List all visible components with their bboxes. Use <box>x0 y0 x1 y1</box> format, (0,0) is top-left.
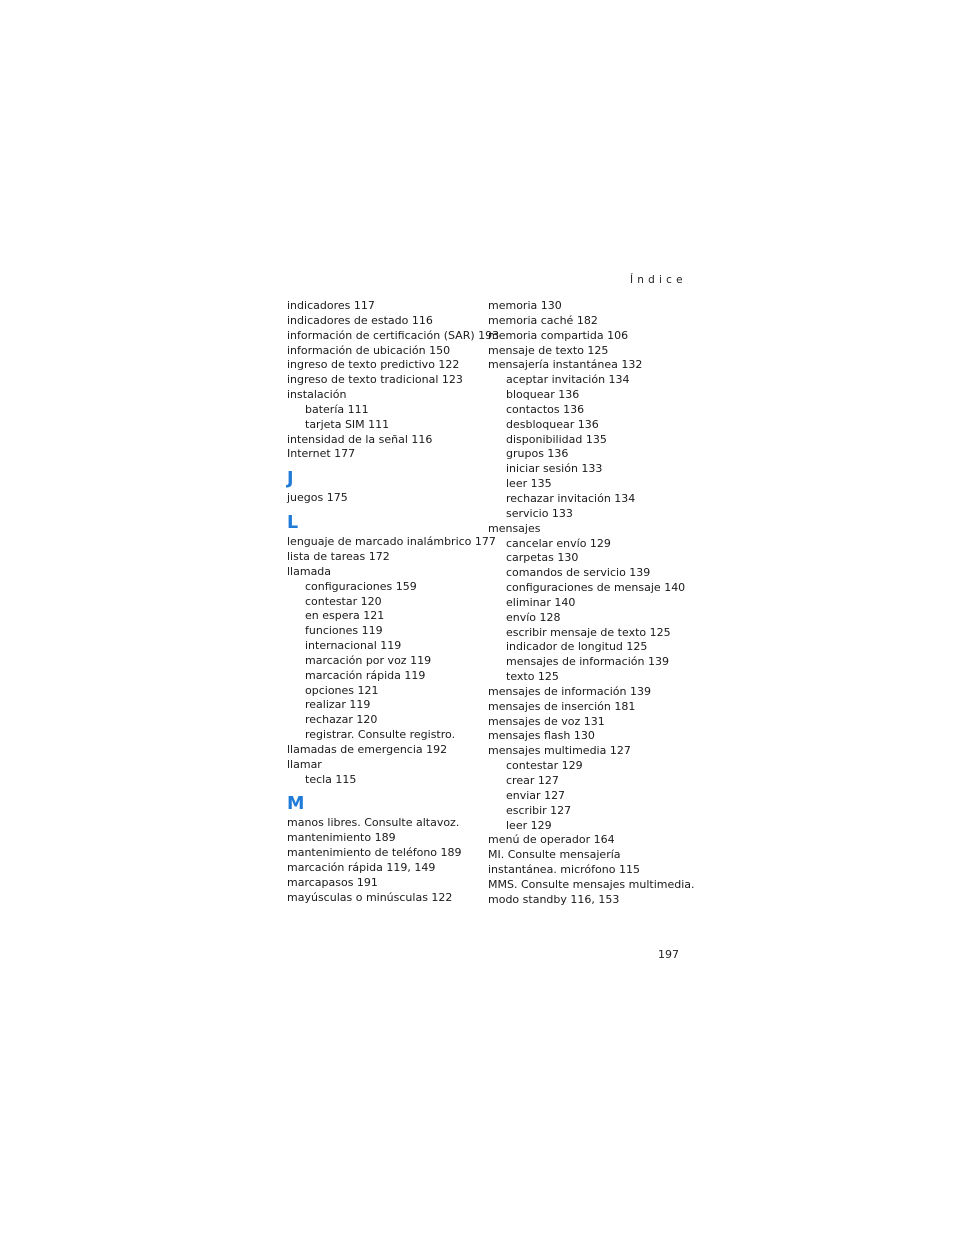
index-subentry: texto 125 <box>506 670 559 684</box>
index-letter-heading: M <box>287 794 305 815</box>
index-subentry: leer 135 <box>506 477 552 491</box>
index-entry: mensajes multimedia 127 <box>488 744 631 758</box>
index-subentry: contactos 136 <box>506 402 585 416</box>
index-entry: lenguaje de marcado inalámbrico 177 <box>287 535 496 549</box>
index-entry: llamadas de emergencia 192 <box>287 742 448 756</box>
index-subentry: servicio 133 <box>506 506 573 520</box>
index-column-left <box>287 299 500 906</box>
index-entry: modo standby 116, 153 <box>488 892 620 906</box>
index-letter-heading: J <box>287 469 294 490</box>
index-subentry: crear 127 <box>506 774 559 787</box>
index-column-right <box>488 299 695 908</box>
index-subentry: tecla 115 <box>305 772 357 786</box>
index-subentry: iniciar sesión 133 <box>506 462 603 476</box>
index-entry: MMS. Consulte mensajes multimedia. <box>488 877 695 891</box>
index-subentry: bloquear 136 <box>506 388 580 402</box>
index-entry: instalación <box>287 388 347 402</box>
index-entry: marcación rápida 119, 149 <box>287 861 436 874</box>
index-subentry: marcación rápida 119 <box>305 668 426 682</box>
index-entry: llamar <box>287 757 322 771</box>
index-subentry: marcación por voz 119 <box>305 653 432 667</box>
index-subentry: batería 111 <box>305 402 369 416</box>
index-entry: marcapasos 191 <box>287 875 378 889</box>
index-subentry: carpetas 130 <box>506 551 579 565</box>
index-entry: ingreso de texto predictivo 122 <box>287 358 460 372</box>
index-subentry: internacional 119 <box>305 639 402 653</box>
index-letter-heading: L <box>287 513 299 534</box>
index-subentry: leer 129 <box>506 818 552 832</box>
index-entry: indicadores de estado 116 <box>287 313 433 327</box>
index-subentry: desbloquear 136 <box>506 417 599 431</box>
index-subentry: en espera 121 <box>305 609 385 623</box>
section-header: Índice <box>630 274 687 286</box>
index-entry: menú de operador 164 <box>488 833 615 847</box>
index-entry: intensidad de la señal 116 <box>287 432 433 446</box>
index-entry: mensajería instantánea 132 <box>488 358 643 372</box>
index-subentry: configuraciones de mensaje 140 <box>506 581 686 595</box>
index-subentry: funciones 119 <box>305 624 383 638</box>
index-subentry: tarjeta SIM 111 <box>305 417 390 431</box>
index-subentry: comandos de servicio 139 <box>506 566 651 580</box>
index-subentry: grupos 136 <box>506 447 569 461</box>
page-number: 197 <box>658 948 679 961</box>
index-subentry: escribir 127 <box>506 803 572 817</box>
index-entry: información de certificación (SAR) 193 <box>287 328 500 342</box>
index-entry: indicadores 117 <box>287 299 375 312</box>
index-subentry: eliminar 140 <box>506 595 576 609</box>
index-entry: manos libres. Consulte altavoz. <box>287 816 460 830</box>
index-subentry: contestar 120 <box>305 594 382 608</box>
index-subentry: escribir mensaje de texto 125 <box>506 625 671 639</box>
index-entry: mensajes flash 130 <box>488 729 595 743</box>
index-subentry: rechazar invitación 134 <box>506 491 636 505</box>
index-entry: MI. Consulte mensajería <box>488 848 621 862</box>
index-subentry: envío 128 <box>506 610 561 624</box>
index-entry: llamada <box>287 564 332 578</box>
index-subentry: rechazar 120 <box>305 713 378 727</box>
index-subentry: aceptar invitación 134 <box>506 373 630 387</box>
index-subentry: mensajes de información 139 <box>506 655 669 669</box>
index-entry: memoria compartida 106 <box>488 328 629 342</box>
index-entry: mensaje de texto 125 <box>488 343 609 357</box>
index-entry: juegos 175 <box>287 491 348 505</box>
index-entry: lista de tareas 172 <box>287 549 390 563</box>
index-subentry: opciones 121 <box>305 683 379 697</box>
index-subentry: contestar 129 <box>506 759 583 773</box>
index-entry: mensajes de voz 131 <box>488 714 605 728</box>
index-entry: ingreso de texto tradicional 123 <box>287 373 463 387</box>
index-entry: mantenimiento 189 <box>287 831 396 845</box>
index-entry: Internet 177 <box>287 447 356 461</box>
index-subentry: enviar 127 <box>506 788 566 802</box>
index-subentry: cancelar envío 129 <box>506 536 611 550</box>
index-subentry: configuraciones 159 <box>305 579 417 593</box>
index-entry: memoria 130 <box>488 299 562 312</box>
index-subentry: registrar. Consulte registro. <box>305 728 456 742</box>
index-entry: instantánea. micrófono 115 <box>488 863 640 877</box>
index-entry: mensajes <box>488 521 541 535</box>
index-entry: información de ubicación 150 <box>287 343 451 357</box>
index-entry: memoria caché 182 <box>488 313 598 327</box>
index-subentry: realizar 119 <box>305 698 371 712</box>
index-entry: mayúsculas o minúsculas 122 <box>287 890 453 904</box>
index-subentry: disponibilidad 135 <box>506 432 607 446</box>
index-subentry: indicador de longitud 125 <box>506 640 648 654</box>
index-entry: mantenimiento de teléfono 189 <box>287 846 462 860</box>
index-entry: mensajes de inserción 181 <box>488 699 636 713</box>
index-entry: mensajes de información 139 <box>488 684 651 698</box>
